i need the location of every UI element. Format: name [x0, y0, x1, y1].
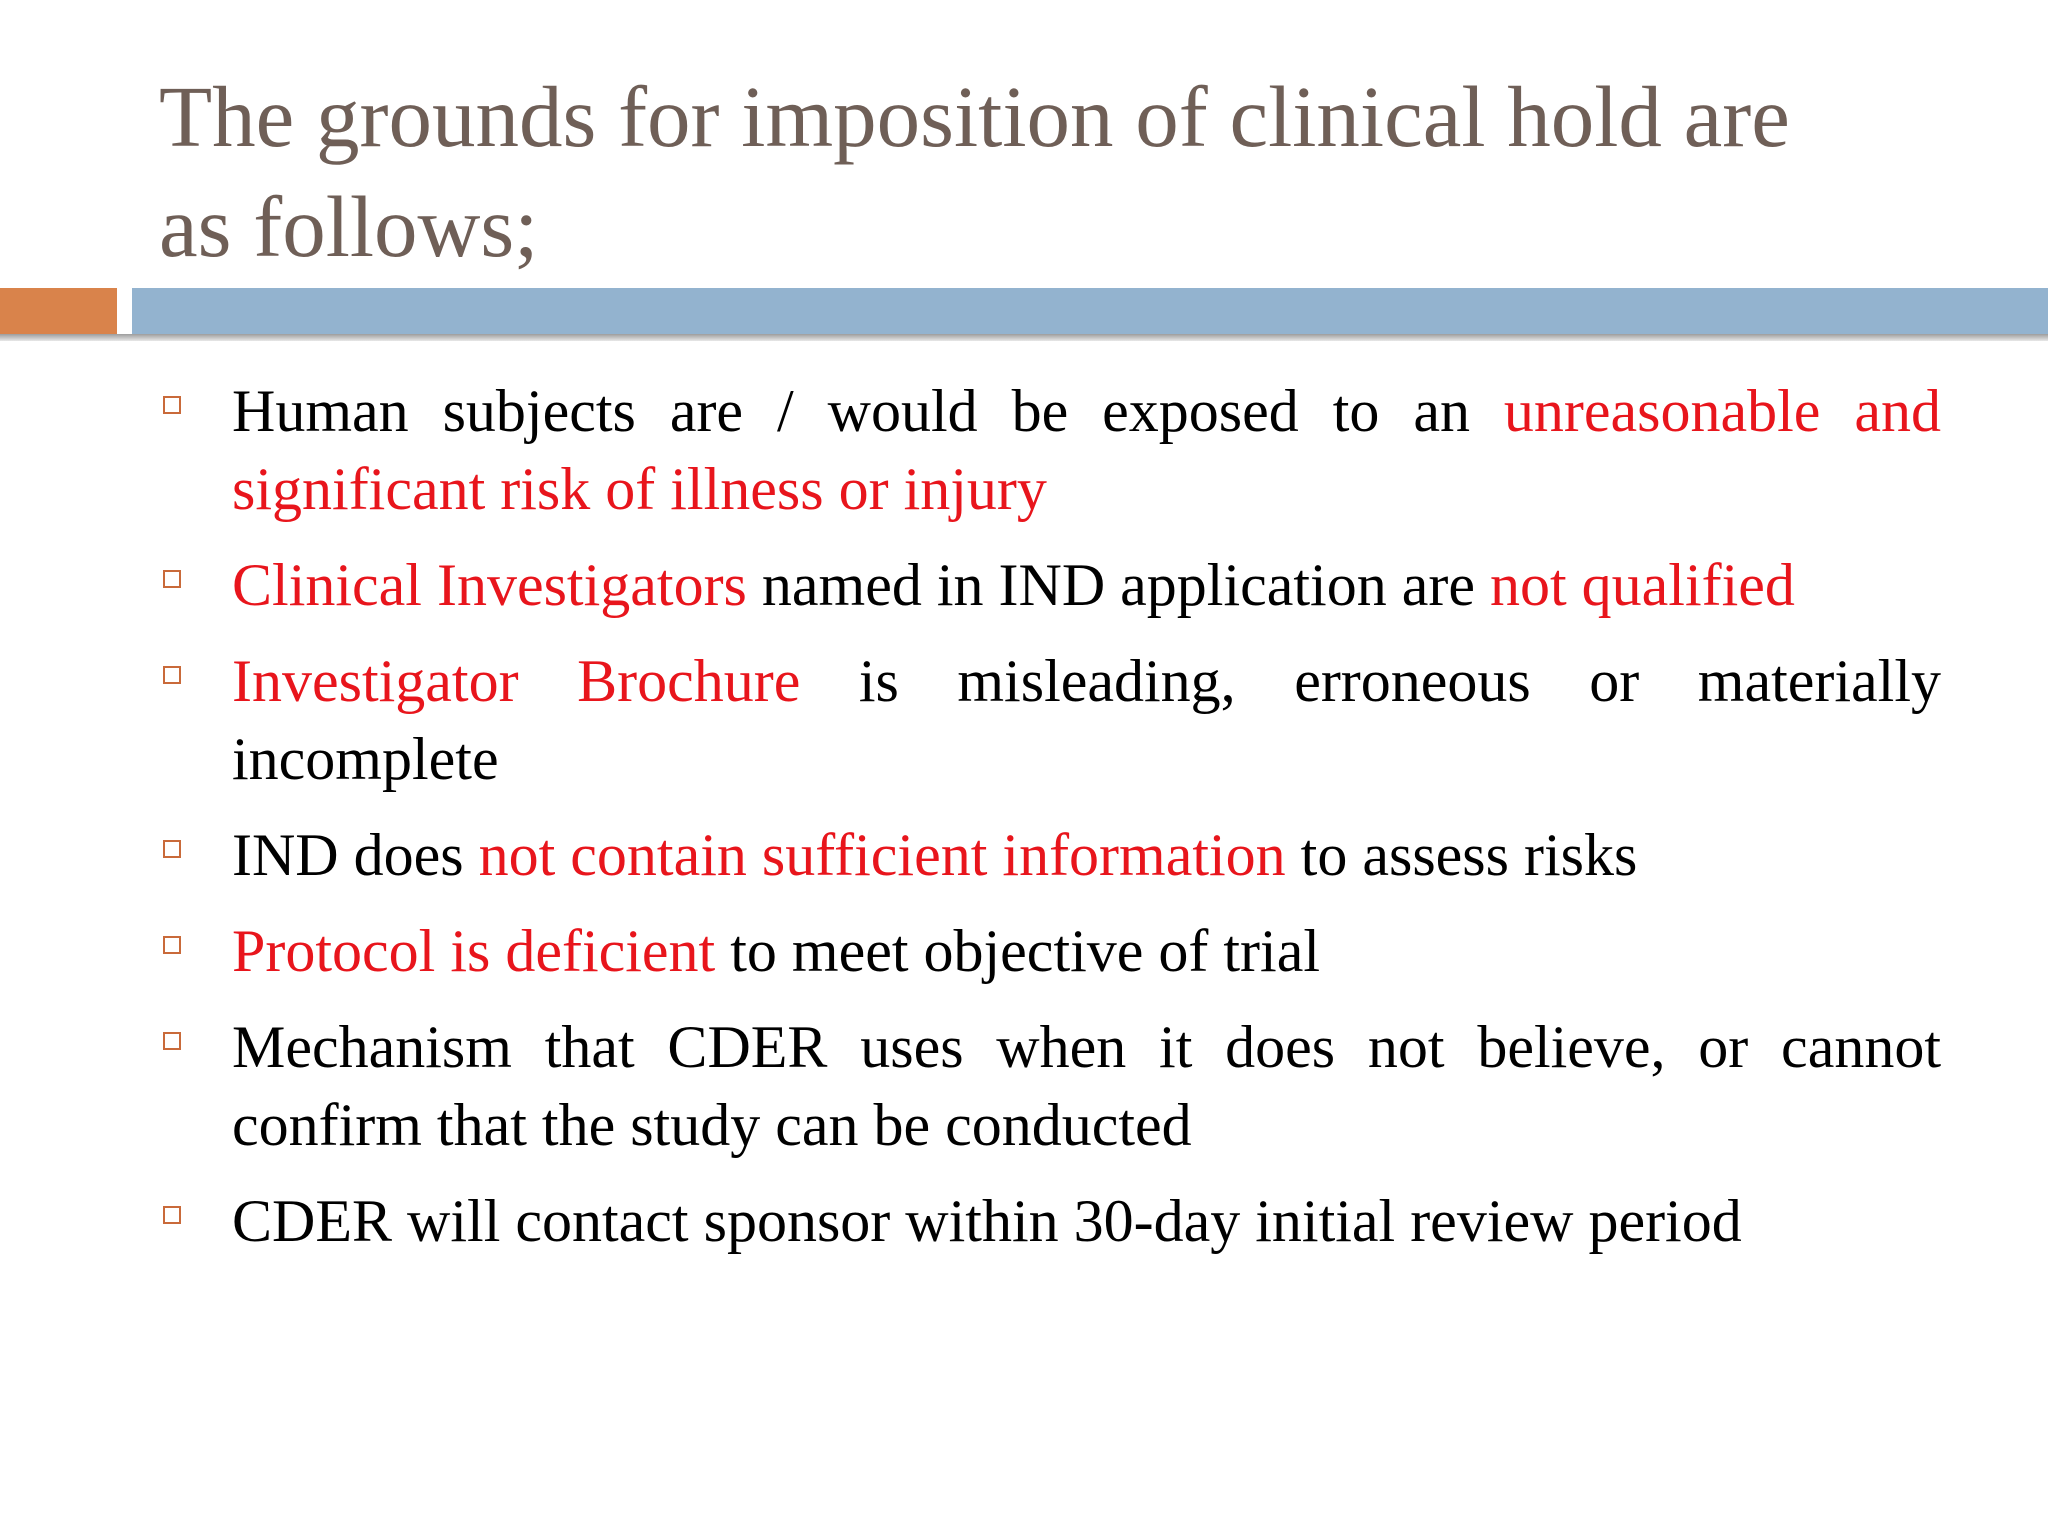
square-bullet-icon	[163, 840, 181, 858]
bullet-text-highlight: unreasonable and significant risk of illness or injury	[232, 378, 1942, 522]
slide-title	[159, 62, 1959, 282]
bullet-text-normal: IND does	[232, 822, 479, 888]
bullet-text	[232, 816, 1941, 894]
bullet-text-normal: to assess risks	[1285, 822, 1638, 888]
title-divider	[0, 284, 2048, 344]
bullet-item-investigator-brochure	[158, 642, 1941, 798]
bullet-text-normal: Mechanism that CDER uses when it does not believe, or cannot confirm that the study can be conducted	[232, 1014, 1941, 1158]
square-bullet-icon	[163, 936, 181, 954]
square-bullet-icon	[163, 1032, 181, 1050]
orange-accent-block	[0, 288, 117, 334]
bullet-text-normal: Human subjects are / would be exposed to an	[232, 378, 1504, 444]
square-bullet-icon	[163, 1206, 181, 1224]
bullet-item-protocol-deficient	[158, 912, 1941, 990]
bullet-text	[232, 912, 1941, 990]
bullet-text-highlight: not qualified	[1489, 552, 1795, 618]
blue-accent-bar	[132, 288, 2048, 334]
bullet-text-normal: is misleading, erroneous or materially incomplete	[232, 648, 1941, 792]
square-bullet-icon	[163, 396, 181, 414]
bullet-item-cder-contact	[158, 1182, 1941, 1260]
bullet-text	[232, 372, 1941, 528]
bullet-list	[158, 372, 1941, 1278]
bullet-text	[232, 546, 1941, 624]
bullet-item-insufficient-information	[158, 816, 1941, 894]
slide-title-line-2: as follows;	[159, 178, 539, 275]
bullet-text-highlight: not contain sufficient information	[478, 822, 1286, 888]
bullet-item-unreasonable-risk	[158, 372, 1941, 528]
bullet-text	[232, 1182, 1941, 1260]
bullet-text-normal: to meet objective of trial	[715, 918, 1321, 984]
divider-shadow	[0, 334, 2048, 341]
bullet-text-highlight: Clinical Investigators	[232, 552, 747, 618]
bullet-text	[232, 1008, 1941, 1164]
square-bullet-icon	[163, 570, 181, 588]
bullet-item-investigators-not-qualified	[158, 546, 1941, 624]
square-bullet-icon	[163, 666, 181, 684]
bullet-text	[232, 642, 1941, 798]
bullet-item-cder-mechanism	[158, 1008, 1941, 1164]
bullet-text-normal: named in IND application are	[746, 552, 1490, 618]
slide-title-line-1: The grounds for imposition of clinical hold are	[159, 68, 1790, 165]
bullet-text-normal: CDER will contact sponsor within 30-day initial review period	[232, 1188, 1742, 1254]
bullet-text-highlight: Protocol is deficient	[232, 918, 716, 984]
bullet-text-highlight: Investigator Brochure	[232, 648, 801, 714]
